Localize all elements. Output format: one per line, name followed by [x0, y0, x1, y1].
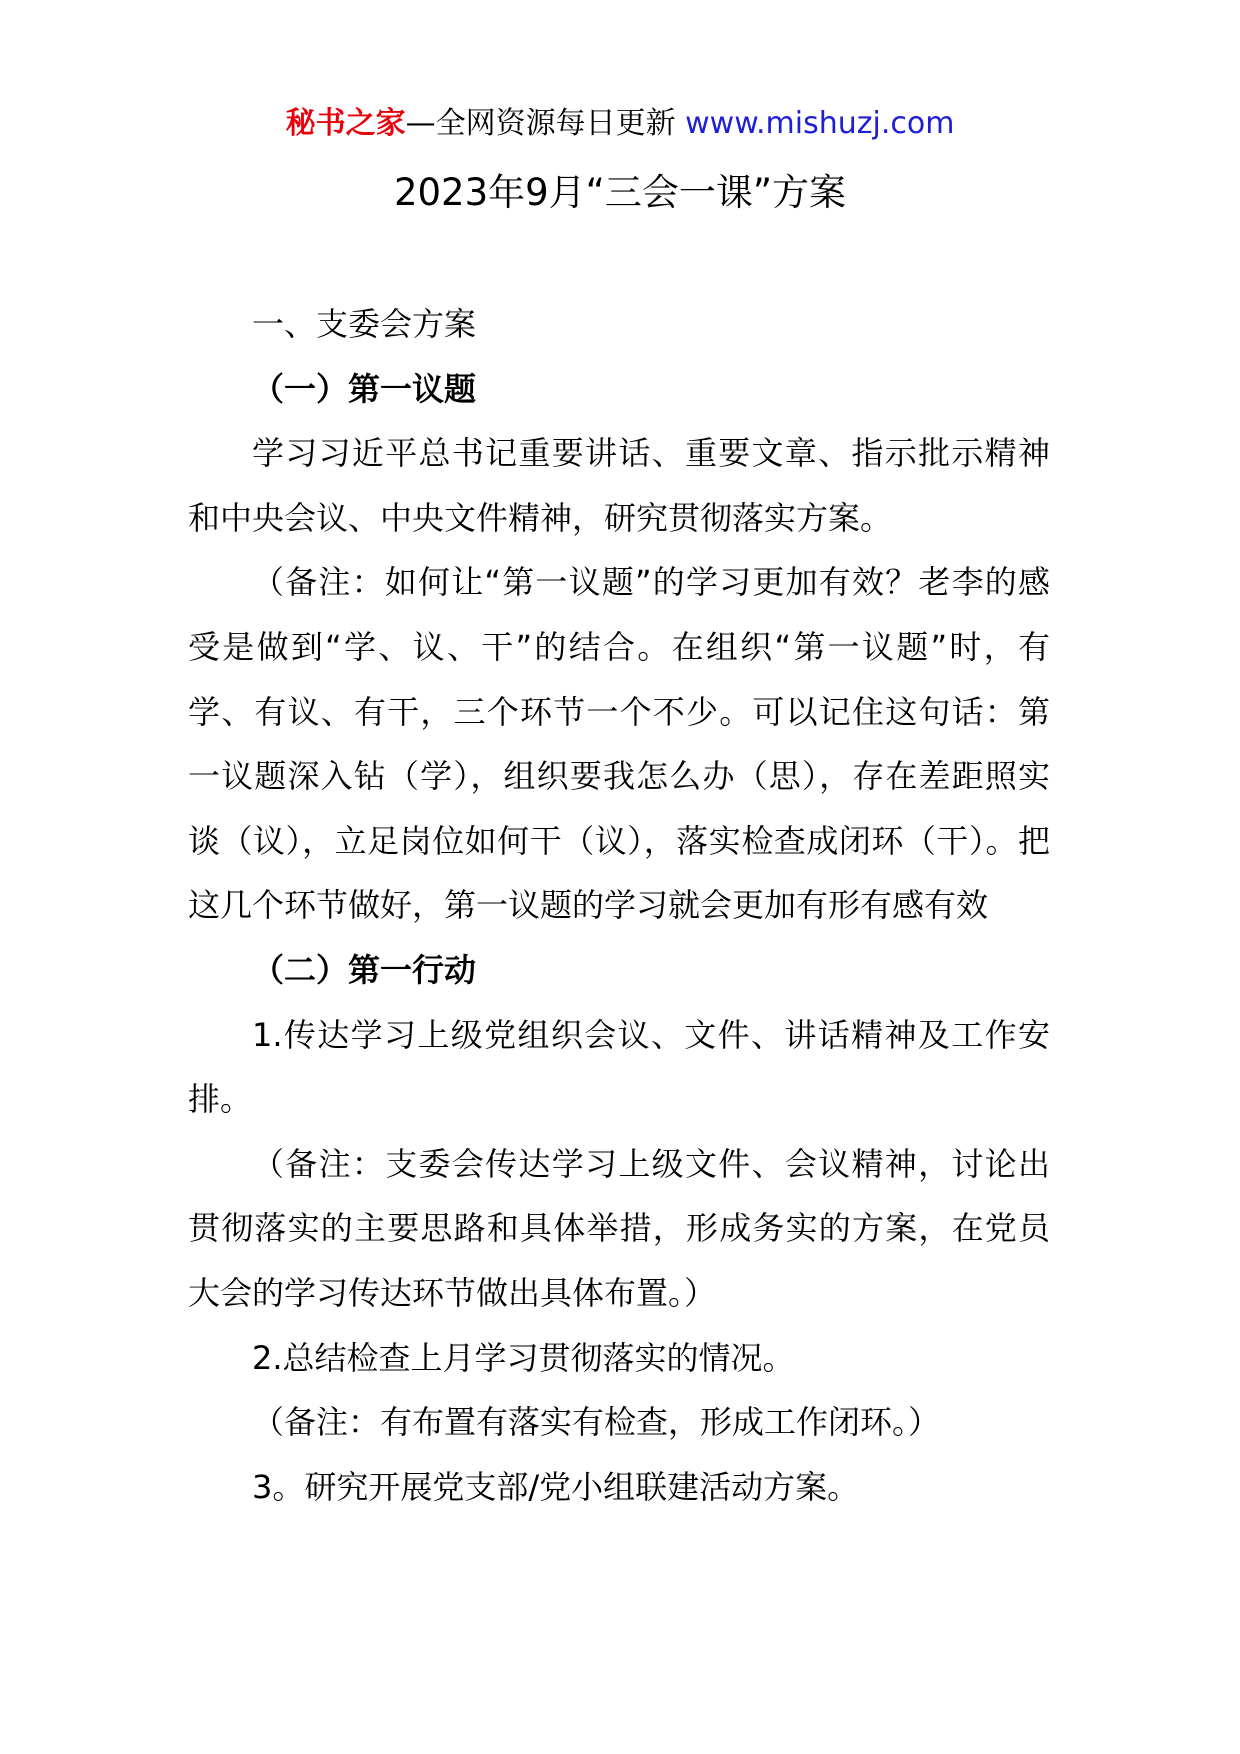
brand-name: 秘书之家: [285, 106, 406, 141]
site-header: [0, 100, 1240, 148]
note-paragraph: （备注：支委会传达学习上级文件、会议精神，讨论出贯彻落实的主要思路和具体举措，形成务实的方案，在党员大会的学习传达环节做出具体布置。）: [188, 1144, 1050, 1312]
list-item: 2.总结检查上月学习贯彻落实的情况。: [252, 1338, 795, 1377]
document-title: 2023年9月“三会一课”方案: [393, 171, 847, 214]
section-heading: 一、支委会方案: [252, 305, 477, 343]
subsection-heading: （一）第一议题: [252, 369, 477, 408]
paragraph: 学习习近平总书记重要讲话、重要文章、指示批示精神和中央会议、中央文件精神，研究贯彻落实方案。: [188, 434, 1050, 537]
note-paragraph: （备注：有布置有落实有检查，形成工作闭环。）: [252, 1403, 941, 1442]
list-item: 1.传达学习上级党组织会议、文件、讲话精神及工作安排。: [188, 1015, 1050, 1119]
header-tagline: —全网资源每日更新: [405, 106, 686, 141]
note-paragraph: （备注：如何让“第一议题”的学习更加有效？老李的感受是做到“学、议、干”的结合。在组织“第一议题”时，有学、有议、有干，三个环节一个不少。可以记住这句话：第一议题深入钻（学），组织要我怎么办（思），存在差距照实谈（议），立足岗位如何干（议），落实检查成闭环（干）。把这几个环节做好，第一议题的学习就会更加有形有感有效: [188, 563, 1050, 925]
document-body: [188, 292, 1050, 1519]
site-url: www.mishuzj.com: [685, 106, 955, 141]
subsection-heading: （二）第一行动: [252, 950, 477, 989]
list-item: 3。研究开展党支部/党小组联建活动方案。: [252, 1467, 860, 1506]
